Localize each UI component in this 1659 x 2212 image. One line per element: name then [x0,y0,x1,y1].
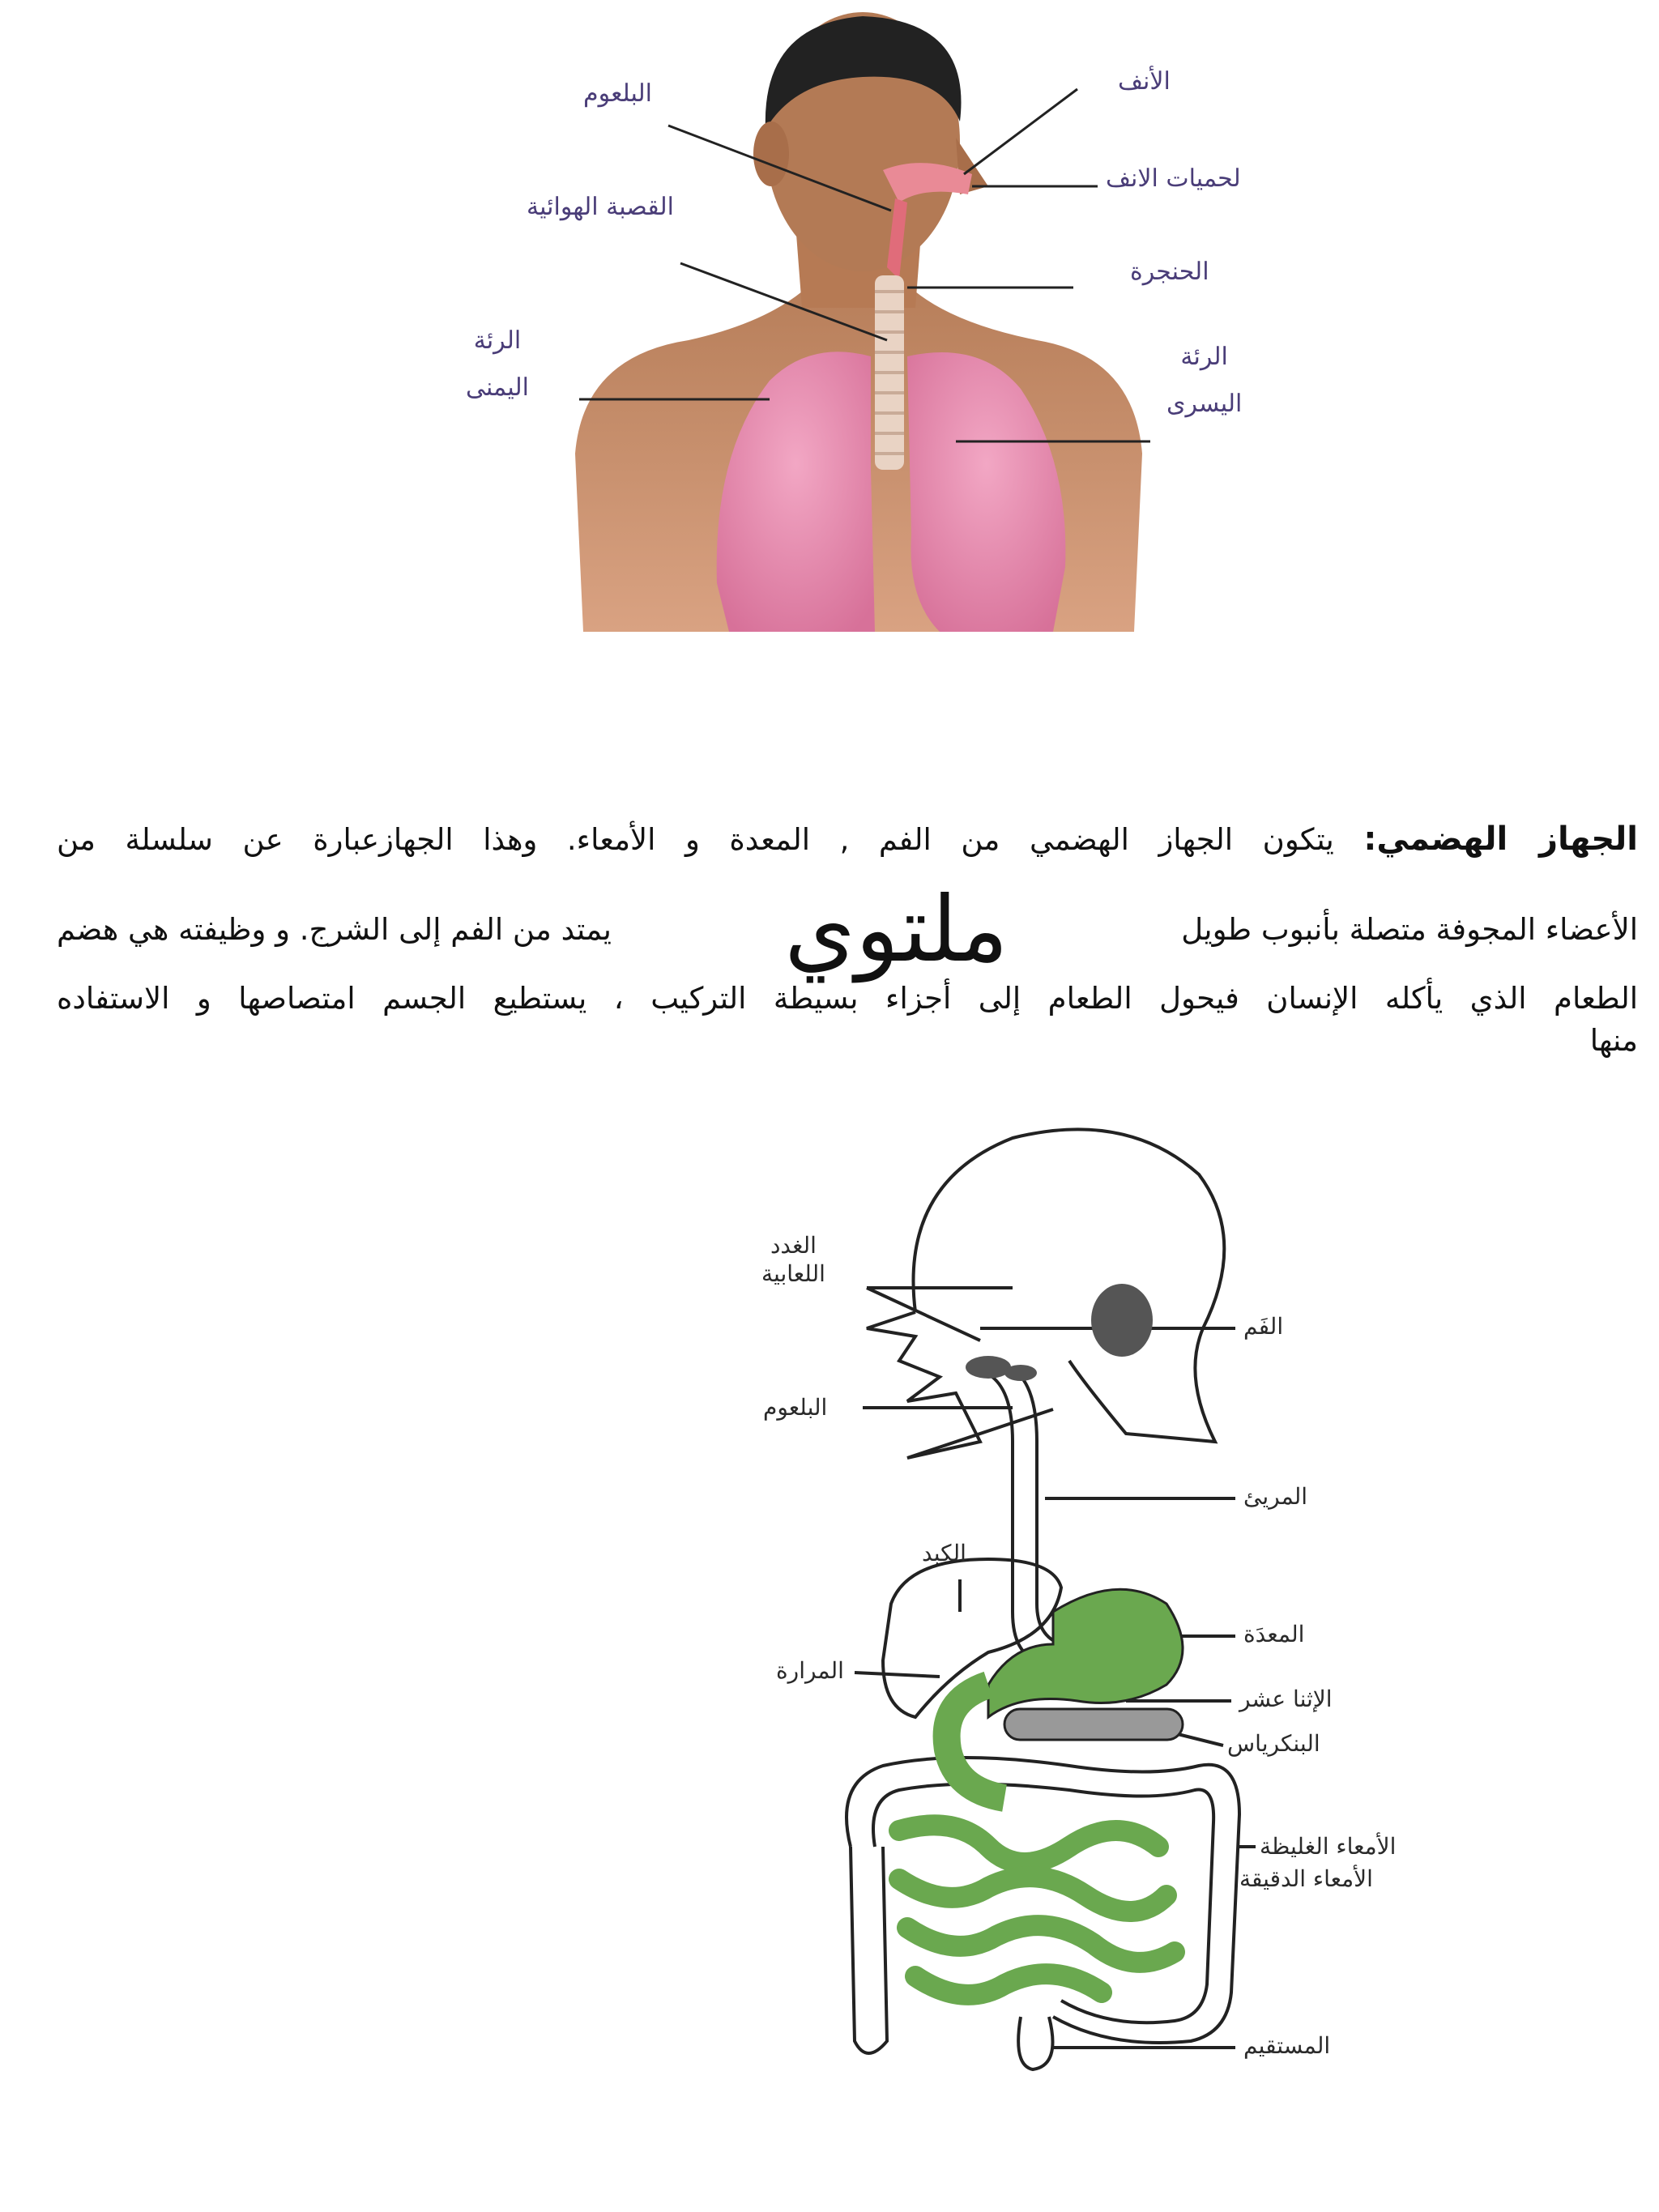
label-larynx: الحنجرة [1130,258,1209,286]
paragraph-line-3: الطعام الذي يأكله الإنسان فيحول الطعام إلى أجزاء بسيطة التركيب ، يستطيع الجسم امتصاصها و الاستفاده [57,981,1638,1016]
paragraph-line-1-text: يتكون الجهاز الهضمي من الفم , المعدة و الأمعاء. وهذا الجهازعبارة عن سلسلة من [57,822,1334,857]
label-right-lung [466,324,529,405]
label-large-intestine: الأمعاء الغليظة [1260,1833,1397,1860]
head-outline [914,1129,1225,1442]
digestive-illustration [745,1118,1458,2073]
label-salivary-line2: اللعابية [761,1260,825,1287]
label-pancreas: البنكرياس [1227,1730,1320,1757]
small-intestine-shape [899,1825,1175,1995]
label-left-lung [1166,340,1242,421]
label-salivary-line1: الغدد [770,1232,817,1259]
large-intestine-outline [847,1758,1239,2043]
label-stomach: المعدَة [1243,1621,1305,1647]
label-liver: الكبد [922,1540,966,1566]
ascending-colon [851,1847,887,2053]
digestive-system-heading: الجهاز الهضمي: [1363,820,1638,858]
label-nasal-conchae: لحميات الانف [1106,164,1241,193]
emphasized-word: ملتوي [784,877,1009,982]
respiratory-system-figure [421,0,1345,640]
label-trachea: القصبة الهوائية [527,193,674,221]
label-gallbladder: المرارة [776,1657,844,1684]
ear [753,121,789,186]
label-left-lung-line2: اليسرى [1166,390,1243,418]
respiratory-illustration [421,0,1345,640]
paragraph-line-2 [57,877,1638,982]
nose-leader [964,89,1077,174]
pancreas-shape [1004,1709,1183,1740]
label-left-lung-line1: الرئة [1180,343,1228,371]
label-rectum: المستقيم [1243,2032,1331,2059]
stomach-shape [988,1589,1183,1717]
label-pharynx: البلعوم [583,79,653,108]
paragraph-line-4: منها [1589,1023,1638,1058]
label-right-lung-line2: اليمنى [466,373,529,402]
esophagus-outline-inner [992,1377,1037,1660]
paragraph-line-1 [57,818,1638,861]
label-salivary-glands [761,1231,825,1288]
label-right-lung-line1: الرئة [473,326,522,355]
label-esophagus: المريئ [1243,1483,1308,1510]
digestive-system-paragraph [57,818,1638,1062]
esophagus-outline [1013,1369,1061,1644]
label-nose: الأنف [1118,67,1171,96]
label-duodenum: الإثنا عشر [1239,1686,1333,1712]
label-pharynx: البلعوم [763,1394,828,1421]
gallbladder-leader [855,1673,940,1677]
rectum-outline [1018,2017,1052,2069]
digestive-system-figure [745,1118,1458,2073]
label-mouth: الفَم [1243,1313,1284,1340]
paragraph-line-2-end: يمتد من الفم إلى الشرج. و وظيفته هي هضم [57,912,612,947]
salivary-glands-shape [966,1284,1153,1381]
paragraph-line-2-start: الأعضاء المجوفة متصلة بأنبوب طويل [1181,912,1638,947]
label-small-intestine: الأمعاء الدقيقة [1239,1865,1373,1892]
